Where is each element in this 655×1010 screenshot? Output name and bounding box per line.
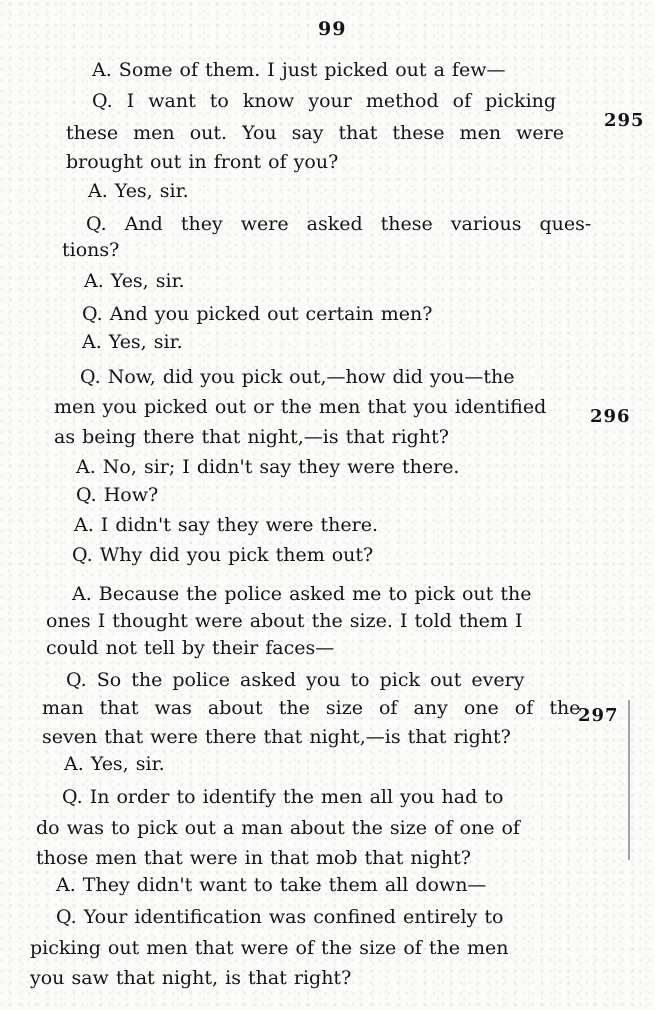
transcript-line: A. Yes, sir. [88, 180, 189, 202]
transcript-line: A. No, sir; I didn't say they were there. [76, 456, 460, 478]
transcript-line: picking out men that were of the size of the men [30, 937, 509, 959]
transcript-line: could not tell by their faces— [46, 637, 335, 659]
page-number: 99 [318, 18, 347, 40]
transcript-line: Q. I want to know your method of picking [92, 90, 557, 112]
transcript-line: Q. And you picked out certain men? [82, 303, 433, 325]
transcript-line: A. Yes, sir. [82, 331, 183, 353]
transcript-line: ones I thought were about the size. I told them I [46, 610, 523, 632]
transcript-line: Q. So the police asked you to pick out every [66, 669, 525, 691]
transcript-line: do was to pick out a man about the size of one of [36, 817, 520, 839]
transcript-line: A. Some of them. I just picked out a few— [92, 59, 506, 81]
transcript-line: Q. Now, did you pick out,—how did you—the [80, 366, 515, 388]
transcript-line: A. I didn't say they were there. [74, 514, 378, 536]
margin-line-number-295: 295 [604, 110, 645, 131]
transcript-line: Q. How? [76, 484, 159, 506]
transcript-line: man that was about the size of any one of the [42, 697, 581, 719]
margin-rule [628, 700, 630, 860]
transcript-line: men you picked out or the men that you identified [54, 396, 547, 418]
transcript-line: those men that were in that mob that night? [36, 847, 471, 869]
transcript-line: you saw that night, is that right? [30, 967, 352, 989]
transcript-line: A. Yes, sir. [84, 270, 185, 292]
transcript-line: Q. Your identification was confined entirely to [56, 906, 504, 928]
transcript-line: Q. Why did you pick them out? [72, 544, 374, 566]
transcript-line: Q. In order to identify the men all you had to [62, 786, 504, 808]
transcript-line: these men out. You say that these men were [66, 122, 564, 144]
transcript-line: Q. And they were asked these various ques- [86, 213, 592, 235]
transcript-line: A. Because the police asked me to pick out the [72, 583, 532, 605]
transcript-line: as being there that night,—is that right? [54, 426, 449, 448]
transcript-line: A. They didn't want to take them all down— [56, 874, 487, 896]
transcript-line: brought out in front of you? [66, 151, 339, 173]
margin-line-number-296: 296 [590, 406, 631, 427]
margin-line-number-297: 297 [578, 705, 619, 726]
transcript-line: seven that were there that night,—is that right? [42, 726, 511, 748]
transcript-line: tions? [62, 239, 120, 261]
transcript-line: A. Yes, sir. [64, 753, 165, 775]
